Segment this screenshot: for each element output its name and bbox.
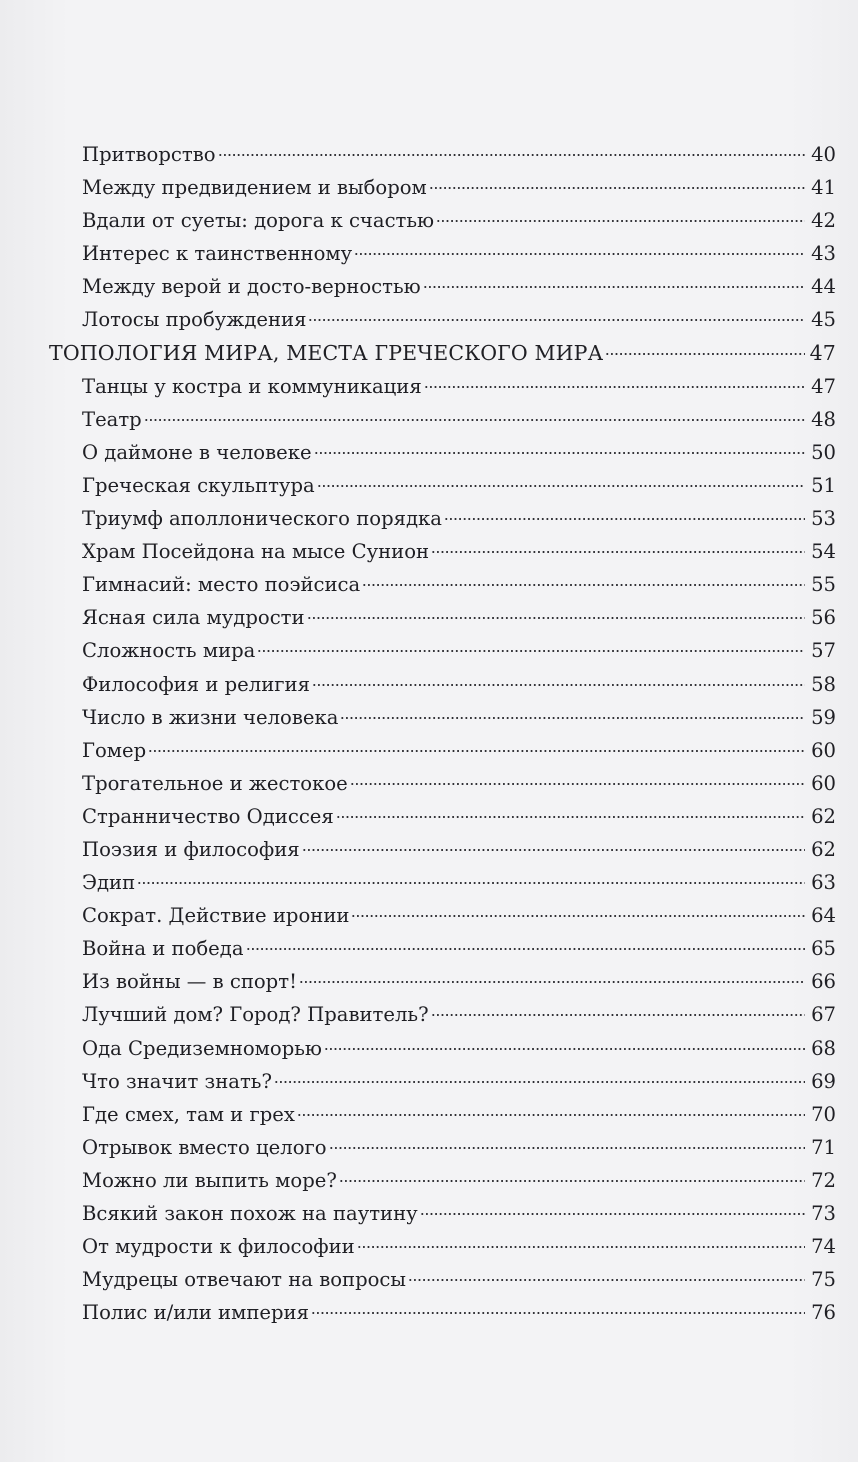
toc-entry-title: Храм Посейдона на мысе Сунион (82, 540, 430, 564)
toc-entry (49, 1230, 836, 1263)
toc-page-number: 53 (811, 507, 836, 531)
table-of-contents (49, 138, 836, 1329)
toc-page-number: 76 (811, 1301, 836, 1325)
toc-page-number: 71 (811, 1135, 836, 1159)
dot-leader (307, 616, 805, 620)
toc-entry (49, 303, 836, 336)
dot-leader (429, 186, 805, 190)
toc-entry (49, 634, 836, 667)
toc-page-number: 63 (811, 871, 836, 895)
toc-entry-title: Философия и религия (82, 672, 310, 696)
toc-entry-title: Между верой и досто-верностью (82, 275, 421, 299)
dot-leader (420, 1212, 805, 1216)
toc-page-number: 44 (811, 275, 836, 299)
toc-page-number: 66 (811, 970, 836, 994)
toc-entry-title: Ясная сила мудрости (82, 606, 305, 630)
toc-entry-title: Лотосы пробуждения (82, 308, 307, 332)
toc-entry (49, 436, 836, 469)
dot-leader (329, 1146, 805, 1150)
dot-leader (324, 1047, 805, 1051)
toc-entry-title: Где смех, там и грех (82, 1102, 295, 1126)
dot-leader (317, 484, 805, 488)
toc-entry-title: Война и победа (82, 937, 244, 961)
dot-leader (431, 1013, 805, 1017)
toc-entry-title: Поэзия и философия (82, 837, 300, 861)
dot-leader (351, 914, 805, 918)
toc-entry (49, 965, 836, 998)
toc-entry (49, 370, 836, 403)
toc-entry-title: О даймоне в человеке (82, 440, 312, 464)
toc-entry (49, 1098, 836, 1131)
dot-leader (311, 1311, 805, 1315)
toc-entry-title: Число в жизни человека (82, 705, 339, 729)
toc-entry (49, 171, 836, 204)
toc-page-number: 57 (811, 639, 836, 663)
dot-leader (274, 1080, 805, 1084)
toc-entry (49, 668, 836, 701)
dot-leader (257, 649, 805, 653)
toc-entry-title: Греческая скульптура (82, 473, 315, 497)
toc-entry-title: Гомер (82, 738, 147, 762)
toc-entry (49, 237, 836, 270)
toc-page-number: 40 (811, 143, 836, 166)
dot-leader (314, 451, 805, 455)
dot-leader (362, 583, 805, 587)
toc-page-number: 50 (811, 440, 836, 464)
toc-page-number: 68 (811, 1036, 836, 1060)
dot-leader (312, 683, 805, 687)
toc-page-number: 64 (811, 904, 836, 928)
dot-leader (339, 1179, 805, 1183)
toc-entry-title: Трогательное и жестокое (82, 771, 348, 795)
toc-entry-title: Сократ. Действие иронии (82, 904, 350, 928)
dot-leader (357, 1245, 805, 1249)
toc-entry (49, 998, 836, 1031)
toc-entry-title: Танцы у костра и коммуникация (82, 374, 422, 398)
toc-page-number: 48 (811, 407, 836, 431)
dot-leader (144, 418, 805, 422)
toc-entry-title: Лучший дом? Город? Правитель? (82, 1003, 429, 1027)
dot-leader (308, 318, 805, 322)
dot-leader (137, 881, 805, 885)
toc-entry (49, 899, 836, 932)
toc-page-number: 42 (811, 209, 836, 233)
dot-leader (605, 352, 805, 356)
dot-leader (436, 219, 805, 223)
dot-leader (408, 1278, 805, 1282)
toc-entry (49, 204, 836, 237)
toc-page-number: 75 (811, 1268, 836, 1292)
toc-page-number: 72 (811, 1168, 836, 1192)
toc-entry-title: Мудрецы отвечают на вопросы (82, 1268, 407, 1292)
toc-page-number: 47 (809, 340, 836, 365)
toc-page-number: 74 (811, 1235, 836, 1259)
toc-entry-title: От мудрости к философии (82, 1235, 355, 1259)
toc-page-number: 54 (811, 540, 836, 564)
dot-leader (302, 848, 805, 852)
dot-leader (297, 1113, 805, 1117)
toc-page-number: 73 (811, 1202, 836, 1225)
dot-leader (218, 153, 805, 157)
toc-entry (49, 568, 836, 601)
dot-leader (246, 947, 805, 951)
toc-page-number: 62 (811, 837, 836, 861)
toc-entry (49, 138, 836, 171)
toc-page-number: 70 (811, 1102, 836, 1126)
toc-entry (49, 833, 836, 866)
toc-entry-title: Вдали от суеты: дорога к счастью (82, 209, 435, 233)
toc-page-number: 62 (811, 804, 836, 828)
toc-entry (49, 1197, 836, 1230)
toc-entry-title: ТОПОЛОГИЯ МИРА, МЕСТА ГРЕЧЕСКОГО МИРА (49, 340, 604, 365)
toc-entry-title: Гимнасий: место поэйсиса (82, 573, 361, 597)
dot-leader (444, 517, 805, 521)
toc-page-number: 60 (811, 738, 836, 762)
toc-entry-title: Между предвидением и выбором (82, 176, 427, 200)
toc-entry-title: Всякий закон похож на паутину (82, 1202, 418, 1225)
toc-entry-title: Из войны — в спорт! (82, 970, 297, 994)
toc-entry-title: Сложность мира (82, 639, 256, 663)
toc-page-number: 56 (811, 606, 836, 630)
toc-section-heading (49, 337, 836, 370)
toc-entry (49, 403, 836, 436)
toc-entry-title: Интерес к таинственному (82, 242, 353, 266)
dot-leader (354, 252, 805, 256)
toc-page-number: 60 (811, 771, 836, 795)
toc-entry (49, 469, 836, 502)
toc-page-number: 59 (811, 705, 836, 729)
dot-leader (424, 385, 805, 389)
dot-leader (350, 782, 805, 786)
dot-leader (340, 716, 805, 720)
dot-leader (299, 980, 805, 984)
toc-entry-title: Эдип (82, 871, 136, 895)
toc-entry (49, 932, 836, 965)
dot-leader (336, 815, 805, 819)
toc-page-number: 45 (811, 308, 836, 332)
toc-page-number: 67 (811, 1003, 836, 1027)
toc-entry (49, 601, 836, 634)
dot-leader (423, 285, 805, 289)
toc-page-number: 65 (811, 937, 836, 961)
toc-entry (49, 1131, 836, 1164)
toc-entry-title: Триумф аполлонического порядка (82, 507, 442, 531)
toc-entry (49, 701, 836, 734)
toc-entry-title: Можно ли выпить море? (82, 1168, 337, 1192)
toc-entry (49, 535, 836, 568)
toc-entry-title: Что значит знать? (82, 1069, 272, 1093)
toc-entry-title: Притворство (82, 143, 216, 166)
toc-entry (49, 270, 836, 303)
toc-page-number: 55 (811, 573, 836, 597)
toc-entry (49, 1296, 836, 1329)
toc-entry (49, 866, 836, 899)
toc-entry (49, 1164, 836, 1197)
toc-entry (49, 1065, 836, 1098)
toc-entry (49, 800, 836, 833)
toc-entry-title: Театр (82, 407, 142, 431)
toc-page-number: 43 (811, 242, 836, 266)
toc-entry-title: Отрывок вместо целого (82, 1135, 327, 1159)
toc-entry (49, 767, 836, 800)
toc-entry (49, 734, 836, 767)
toc-entry-title: Странничество Одиссея (82, 804, 334, 828)
dot-leader (148, 749, 805, 753)
toc-page-number: 41 (811, 176, 836, 200)
toc-entry (49, 1263, 836, 1296)
toc-page-number: 47 (811, 374, 836, 398)
toc-entry-title: Полис и/или империя (82, 1301, 309, 1325)
dot-leader (431, 550, 805, 554)
toc-entry-title: Ода Средиземноморью (82, 1036, 322, 1060)
toc-page-number: 51 (811, 473, 836, 497)
toc-page-number: 58 (811, 672, 836, 696)
toc-entry (49, 502, 836, 535)
toc-entry (49, 1032, 836, 1065)
toc-page-number: 69 (811, 1069, 836, 1093)
